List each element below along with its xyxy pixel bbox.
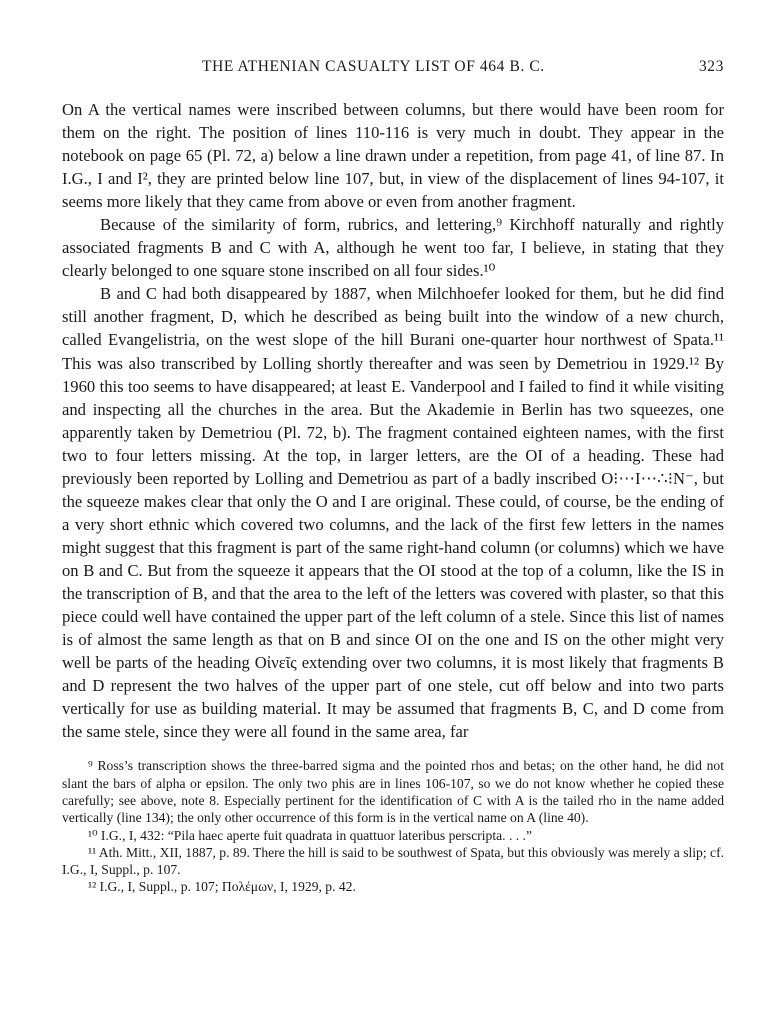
paragraph-3: B and C had both disappeared by 1887, when Milchhoefer looked for them, but he did find still another fragment, D, which he described as being built into the window of a new church, called Evangelistria, on the west slope of the hill Burani one-quarter hour northwest of Spata.¹¹ This was also transcribed by Lolling shortly thereafter and was seen by Demetriou in 1929.¹² By 1960 this too seems to have disappeared; at least E. Vanderpool and I failed to find it while visiting and inspecting all the churches in the area. But the Akademie in Berlin has two squeezes, one apparently taken by Demetriou (Pl. 72, b). The fragment contained eighteen names, with the first two to four letters missing. At the top, in larger letters, are the OI of a heading. These had previously been reported by Lolling and Demetriou as part of a badly inscribed O⁝⋯I⋯∴⁝N⁻, but the squeeze makes clear that only the O and I are original. These could, of course, be the ending of a very short ethnic which covered two columns, and the lack of the first few letters in the names might suggest that this fragment is part of the same right-hand column (or columns) which we have on B and C. But from the squeeze it appears that the OI stood at the top of a column, like the IS in the transcription of B, and that the area to the left of the letters was covered with plaster, so that this piece could well have contained the upper part of the left column of a stele. Since this list of names is of almost the same length as that on B and since OI on the one and IS on the other might very well be parts of the heading Οἰνεῖς extending over two columns, it is most likely that fragments B and D represent the two halves of the upper part of one stele, cut off below and into two parts vertically for use as building material. It may be assumed that fragments B, C, and D come from the same stele, since they were all found in the same area, far — [62, 284, 724, 742]
footnote-9: ⁹ Ross’s transcription shows the three-barred sigma and the pointed rhos and betas; on the other hand, he did not slant the bars of alpha or epsilon. The only two phis are in lines 106-107, so we do not know whether he copied these carefully; see above, note 8. Especially pertinent for the identification of C with A is the tailed rho in the name added vertically (line 134); the only other occurrence of this form is in the vertical name on A (line 40). — [62, 758, 724, 826]
paragraph-1: On A the vertical names were inscribed between columns, but there would have been room for them on the right. The position of lines 110-116 is very much in doubt. They appear in the notebook on page 65 (Pl. 72, a) below a line drawn under a repetition, from page 41, of line 87. In I.G., I and I², they are printed below line 107, but, in view of the displacement of lines 94-107, it seems more likely that they came from above or even from another fragment. — [62, 100, 724, 212]
running-head — [62, 58, 724, 84]
footnote-10: ¹⁰ I.G., I, 432: “Pila haec aperte fuit quadrata in quattuor lateribus perscripta. . . .” — [88, 827, 532, 843]
paragraph-2: Because of the similarity of form, rubrics, and lettering,⁹ Kirchhoff naturally and rightly associated fragments B and C with A, although he went too far, I believe, in stating that they clearly belonged to one square stone inscribed on all four sides.¹⁰ — [62, 215, 724, 281]
body-text — [62, 98, 724, 743]
running-title: THE ATHENIAN CASUALTY LIST OF 464 B. C. — [202, 58, 545, 75]
footnote-12: ¹² I.G., I, Suppl., p. 107; Πολέμων, I, 1929, p. 42. — [88, 879, 356, 895]
footnote-11: ¹¹ Ath. Mitt., XII, 1887, p. 89. There the hill is said to be southwest of Spata, but this obviously was merely a slip; cf. I.G., I, Suppl., p. 107. — [62, 844, 724, 878]
page — [62, 58, 724, 896]
page-number: 323 — [698, 58, 724, 75]
footnotes — [62, 757, 724, 895]
